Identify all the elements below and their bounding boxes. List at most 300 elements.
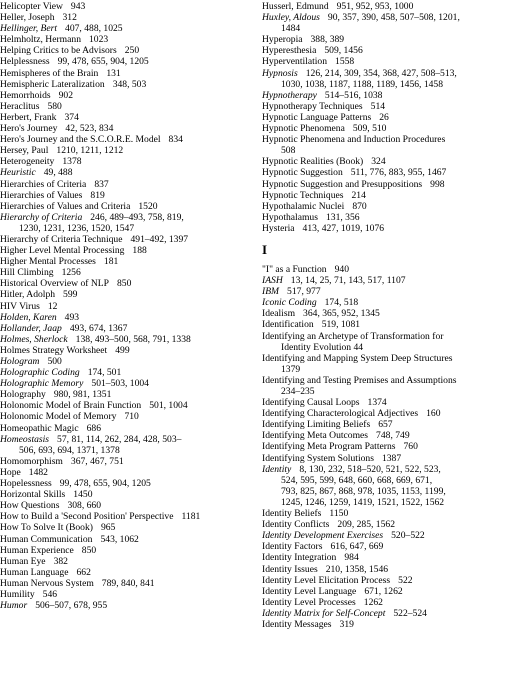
entry-term: Huxley, Aldous (262, 12, 320, 24)
index-entry (0, 245, 250, 256)
entry-pages: 364, 365, 952, 1345 (303, 308, 380, 320)
entry-term: Hellinger, Bert (0, 23, 58, 35)
index-entry (0, 378, 250, 389)
index-entry (262, 586, 506, 597)
entry-pages: 837 (94, 178, 109, 190)
index-entry (262, 34, 506, 45)
entry-pages: 940 (334, 263, 349, 275)
entry-pages: 710 (124, 411, 139, 423)
entry-pages: 413, 427, 1019, 1076 (302, 222, 385, 234)
entry-term: Human Nervous System (0, 577, 94, 589)
index-entry (262, 541, 506, 552)
entry-pages: 174, 501 (87, 367, 122, 379)
index-entry (0, 389, 250, 400)
entry-term: Hypnotic Phenomena and Induction Procedures (262, 134, 446, 146)
index-entry (0, 212, 250, 223)
entry-pages: 131, 356 (325, 211, 360, 223)
index-entry (262, 179, 506, 190)
entry-term: Identity Conflicts (262, 519, 330, 531)
entry-pages: 850 (116, 278, 132, 290)
entry-term: Holography (0, 389, 46, 401)
entry-pages: 1374 (367, 397, 387, 409)
index-entry (0, 600, 250, 611)
entry-pages: 580 (47, 100, 62, 112)
index-entry (0, 423, 250, 434)
entry-pages: 543, 1062 (100, 533, 139, 545)
entry-term: Hierarchies of Values (0, 189, 83, 201)
index-entry (0, 90, 250, 101)
entry-term: Higher Level Mental Processing (0, 245, 125, 257)
entry-pages: 388, 389 (310, 34, 345, 46)
entry-pages: 1520 (138, 200, 158, 212)
entry-term: Iconic Coding (262, 297, 317, 309)
entry-pages: 501, 1004 (149, 400, 188, 412)
entry-term: Identifying Meta Program Patterns (262, 441, 396, 453)
entry-term: Heterogeneity (0, 156, 55, 168)
entry-pages: 1210, 1211, 1212 (56, 145, 124, 157)
index-entry (262, 331, 506, 342)
index-entry (0, 411, 250, 422)
index-entry (0, 478, 250, 489)
entry-term: Identifying and Testing Premises and Assumptions (262, 374, 457, 386)
index-entry (262, 101, 506, 112)
entry-pages: 1256 (61, 267, 81, 279)
entry-pages: 1262 (363, 596, 383, 608)
entry-pages: 90, 357, 390, 458, 507–508, 1201, (327, 12, 460, 24)
entry-pages: 902 (58, 89, 74, 101)
entry-pages: 160 (426, 408, 441, 420)
index-entry (0, 34, 250, 45)
entry-pages: 209, 285, 1562 (337, 519, 395, 531)
index-entry (262, 530, 506, 541)
index-entry (0, 45, 250, 56)
index-entry (0, 79, 250, 90)
index-entry (0, 312, 250, 323)
entry-pages: 250 (124, 45, 140, 57)
entry-term: Helmholtz, Hermann (0, 34, 81, 46)
index-entry (0, 23, 250, 34)
entry-continuation: 1030, 1038, 1187, 1188, 1189, 1456, 1458 (281, 78, 444, 90)
entry-term: Hero's Journey and the S.C.O.R.E. Model (0, 134, 161, 146)
index-entry (262, 319, 506, 330)
entry-term: Historical Overview of NLP (0, 278, 109, 290)
entry-term: Identity Integration (262, 552, 337, 564)
entry-term: Horizontal Skills (0, 489, 66, 501)
entry-pages: 493 (64, 311, 80, 323)
entry-pages: 662 (76, 566, 91, 578)
entry-pages: 246, 489–493, 758, 819, (90, 211, 184, 223)
i-entries (262, 264, 506, 630)
entry-pages: 1482 (28, 466, 48, 478)
entry-pages: 491–492, 1397 (130, 233, 189, 245)
entry-term: Human Language (0, 566, 69, 578)
entry-term: Identity Messages (262, 618, 332, 630)
entry-term: Human Experience (0, 544, 74, 556)
entry-pages: 99, 478, 655, 904, 1205 (57, 56, 149, 68)
entry-term: Identifying an Archetype of Transformation for (262, 330, 444, 342)
entry-pages: 834 (168, 134, 183, 146)
entry-pages: 514–516, 1038 (324, 89, 383, 101)
index-entry (0, 456, 250, 467)
index-entry (0, 400, 250, 411)
entry-term: Hypnotherapy Techniques (262, 100, 363, 112)
index-entry (0, 56, 250, 67)
index-entry (262, 375, 506, 386)
entry-pages: 407, 488, 1025 (65, 23, 123, 35)
index-entry (0, 112, 250, 123)
index-entry (0, 522, 250, 533)
entry-term: Hypnotic Suggestion (262, 167, 343, 179)
index-entry (0, 556, 250, 567)
entry-term: Heuristic (0, 167, 36, 179)
entry-pages: 13, 14, 25, 71, 143, 517, 1107 (290, 275, 406, 287)
index-entry (262, 190, 506, 201)
entry-term: Homomorphism (0, 455, 63, 467)
index-entry (0, 356, 250, 367)
entry-term: Holographic Memory (0, 378, 84, 390)
index-entry (0, 534, 250, 545)
entry-pages: 214 (351, 189, 366, 201)
index-entry (0, 167, 250, 178)
index-entry (0, 278, 250, 289)
entry-term: Identity Matrix for Self-Concept (262, 607, 386, 619)
index-entry (262, 167, 506, 178)
entry-term: Hollander, Jaap (0, 322, 62, 334)
entry-term: Hitler, Adolph (0, 289, 56, 301)
index-entry (262, 619, 506, 630)
entry-pages: 509, 1456 (324, 45, 363, 57)
entry-term: Helplessness (0, 56, 50, 68)
index-entry (262, 597, 506, 608)
entry-term: Hemispheres of the Brain (0, 67, 99, 79)
entry-pages: 499 (115, 344, 130, 356)
entry-term: Human Communication (0, 533, 93, 545)
index-entry (0, 545, 250, 556)
index-entry (262, 297, 506, 308)
entry-pages: 181 (103, 256, 119, 268)
index-entry (0, 1, 250, 12)
index-entry (262, 90, 506, 101)
index-entry (262, 264, 506, 275)
entry-term: Homeostasis (0, 433, 50, 445)
entry-term: Hopelessness (0, 478, 52, 490)
entry-term: Hierarchy of Criteria Technique (0, 233, 123, 245)
index-entry (262, 1, 506, 12)
h-entries-continued (262, 1, 506, 234)
index-entry (262, 156, 506, 167)
entry-pages: 789, 840, 841 (101, 577, 155, 589)
index-entry (262, 430, 506, 441)
index-entry (262, 564, 506, 575)
index-entry (262, 123, 506, 134)
entry-term: "I" as a Function (262, 263, 327, 275)
entry-pages: 980, 981, 1351 (53, 389, 112, 401)
index-entry (0, 234, 250, 245)
entry-pages: 520–522 (391, 530, 425, 542)
entry-term: IASH (262, 275, 283, 287)
index-entry (262, 212, 506, 223)
entry-term: How to Build a 'Second Position' Perspective (0, 511, 174, 523)
entry-pages: 819 (90, 189, 105, 201)
index-entry (262, 608, 506, 619)
index-entry (262, 223, 506, 234)
entry-term: Identity (262, 463, 292, 475)
entry-term: Holmes Strategy Worksheet (0, 344, 108, 356)
index-entry (0, 511, 250, 522)
entry-term: Identifying System Solutions (262, 452, 374, 464)
entry-pages: 760 (403, 441, 418, 453)
entry-pages: 324 (371, 156, 386, 168)
entry-pages: 671, 1262 (364, 585, 403, 597)
entry-term: HIV Virus (0, 300, 40, 312)
entry-pages: 126, 214, 309, 354, 368, 427, 508–513, (305, 67, 457, 79)
index-entry (0, 123, 250, 134)
index-entry (262, 286, 506, 297)
entry-pages: 42, 523, 834 (65, 123, 114, 135)
entry-pages: 99, 478, 655, 904, 1205 (59, 478, 151, 490)
index-entry (0, 68, 250, 79)
entry-pages: 57, 81, 114, 262, 284, 428, 503– (57, 433, 182, 445)
entry-term: Identification (262, 319, 314, 331)
index-entry (262, 508, 506, 519)
entry-pages: 26 (379, 111, 389, 123)
entry-pages: 519, 1081 (321, 319, 361, 331)
index-entry (262, 464, 506, 475)
entry-pages: 951, 952, 953, 1000 (336, 1, 414, 12)
entry-pages: 188 (132, 245, 147, 257)
index-entry (262, 45, 506, 56)
index-entry (0, 101, 250, 112)
index-entry (0, 434, 250, 445)
entry-pages: 8, 130, 232, 518–520, 521, 522, 523, (299, 463, 441, 475)
entry-pages: 943 (70, 1, 86, 12)
entry-term: Hierarchies of Criteria (0, 178, 87, 190)
entry-term: IBM (262, 286, 280, 298)
entry-term: Identity Factors (262, 541, 323, 553)
entry-term: Hyperesthesia (262, 45, 317, 57)
entry-pages: 49, 488 (43, 167, 73, 179)
index-entry (0, 589, 250, 600)
entry-term: Hypothalamus (262, 211, 318, 223)
index-entry (262, 353, 506, 364)
entry-pages: 686 (86, 422, 101, 434)
entry-continuation: 506, 693, 694, 1371, 1378 (19, 444, 120, 456)
index-entry (262, 408, 506, 419)
entry-term: Holographic Coding (0, 367, 80, 379)
entry-pages: 308, 660 (67, 500, 102, 512)
entry-term: Identity Level Processes (262, 596, 356, 608)
entry-term: Holonomic Model of Memory (0, 411, 117, 423)
index-entry (0, 500, 250, 511)
entry-term: Hope (0, 466, 21, 478)
entry-pages: 319 (339, 618, 354, 630)
entry-term: Identity Development Exercises (262, 530, 384, 542)
entry-pages: 374 (64, 111, 79, 123)
entry-term: Helicopter View (0, 1, 63, 12)
entry-term: Hersey, Paul (0, 145, 49, 157)
entry-term: Identifying Meta Outcomes (262, 430, 369, 442)
entry-continuation: 524, 595, 599, 648, 660, 668, 669, 671, (281, 474, 433, 486)
entry-term: Human Eye (0, 555, 46, 567)
entry-term: Herbert, Frank (0, 111, 57, 123)
entry-term: Hologram (0, 356, 40, 367)
entry-term: Idealism (262, 308, 296, 320)
index-entry (0, 334, 250, 345)
entry-term: Hypothalamic Nuclei (262, 200, 345, 212)
entry-pages: 522–524 (393, 607, 427, 619)
entry-pages: 1450 (73, 489, 93, 501)
index-entry (0, 12, 250, 23)
entry-term: Identifying Causal Loops (262, 397, 360, 409)
entry-continuation: 508 (281, 145, 296, 157)
index-entry (0, 256, 250, 267)
entry-term: Hysteria (262, 222, 295, 234)
entry-term: Identifying and Mapping System Deep Structures (262, 352, 453, 364)
entry-pages: 965 (100, 522, 116, 534)
entry-pages: 599 (63, 289, 78, 301)
entry-term: How To Solve It (Book) (0, 522, 93, 534)
entry-term: Heller, Joseph (0, 12, 55, 24)
entry-pages: 870 (352, 200, 367, 212)
right-column (262, 1, 506, 630)
entry-pages: 509, 510 (352, 123, 387, 135)
entry-pages: 382 (53, 555, 68, 567)
entry-term: Hypnotic Techniques (262, 189, 344, 201)
index-entry (262, 112, 506, 123)
entry-pages: 522 (398, 574, 413, 586)
entry-term: Hypnotherapy (262, 89, 317, 101)
entry-continuation: 1230, 1231, 1236, 1520, 1547 (19, 222, 135, 234)
index-entry (0, 301, 250, 312)
entry-term: Hemorrhoids (0, 89, 51, 101)
index-entry (262, 201, 506, 212)
entry-term: Hierarchy of Criteria (0, 211, 83, 223)
entry-term: Hero's Journey (0, 123, 58, 135)
index-entry (0, 156, 250, 167)
entry-term: Hypnotic Language Patterns (262, 111, 372, 123)
entry-pages: 501–503, 1004 (91, 378, 149, 390)
entry-term: Homeopathic Magic (0, 422, 79, 434)
index-entry (0, 201, 250, 212)
index-entry (0, 323, 250, 334)
entry-term: Hemispheric Lateralization (0, 78, 105, 90)
entry-term: Heraclitus (0, 100, 40, 112)
index-entry (262, 56, 506, 67)
entry-continuation: 793, 825, 867, 868, 978, 1035, 1153, 1199, (281, 485, 446, 497)
entry-pages: 1558 (335, 56, 355, 68)
entry-term: Identity Beliefs (262, 508, 322, 520)
entry-term: Higher Mental Processes (0, 256, 96, 268)
index-entry (0, 567, 250, 578)
index-entry (0, 134, 250, 145)
entry-pages: 131 (106, 67, 121, 79)
index-entry (262, 519, 506, 530)
index-entry (0, 179, 250, 190)
left-column (0, 1, 250, 611)
index-entry (262, 552, 506, 563)
index-entry (262, 275, 506, 286)
entry-continuation: 1484 (281, 23, 301, 35)
entry-term: Humor (0, 600, 28, 612)
index-entry (0, 467, 250, 478)
entry-pages: 517, 977 (287, 286, 321, 298)
entry-continuation: 1245, 1246, 1259, 1419, 1521, 1522, 1562 (281, 496, 445, 508)
entry-term: Hypnotic Realities (Book) (262, 156, 364, 168)
entry-term: Hierarchies of Values and Criteria (0, 200, 131, 212)
entry-pages: 616, 647, 669 (330, 541, 384, 553)
index-entry (262, 441, 506, 452)
entry-pages: 546 (42, 588, 58, 600)
entry-pages: 998 (430, 178, 445, 190)
index-entry (0, 267, 250, 278)
entry-continuation: 234–235 (281, 386, 315, 397)
index-entry (262, 134, 506, 145)
entry-pages: 174, 518 (324, 297, 359, 309)
entry-pages: 210, 1358, 1546 (325, 563, 389, 575)
entry-pages: 850 (81, 544, 97, 556)
entry-term: Identity Level Elicitation Process (262, 574, 391, 586)
index-entry (262, 419, 506, 430)
index-entry (0, 367, 250, 378)
entry-term: Identifying Limiting Beliefs (262, 419, 371, 431)
index-entry (0, 345, 250, 356)
entry-term: Hypnotic Suggestion and Presuppositions (262, 178, 423, 190)
entry-term: Identity Level Language (262, 585, 357, 597)
index-entry (0, 489, 250, 500)
entry-term: Identifying Characterological Adjectives (262, 408, 419, 420)
entry-pages: 1150 (329, 508, 349, 520)
entry-continuation: Identity Evolution 44 (281, 341, 364, 353)
entry-term: Holden, Karen (0, 311, 57, 323)
entry-term: Hypnotic Phenomena (262, 123, 345, 135)
index-entry (262, 453, 506, 464)
entry-pages: 514 (370, 100, 386, 112)
index-entry (0, 578, 250, 589)
section-letter: I (262, 241, 268, 257)
entry-pages: 12 (47, 300, 58, 312)
entry-term: Hill Climbing (0, 267, 54, 279)
entry-term: Helping Critics to be Advisors (0, 45, 117, 57)
entry-pages: 657 (378, 419, 393, 431)
entry-pages: 312 (62, 12, 77, 24)
entry-term: Hyperventilation (262, 56, 328, 68)
entry-pages: 1023 (89, 34, 109, 46)
entry-term: Husserl, Edmund (262, 1, 329, 12)
entry-term: Humility (0, 588, 35, 600)
index-entry (262, 308, 506, 319)
index-entry (0, 289, 250, 300)
entry-pages: 1378 (62, 156, 82, 168)
index-entry (0, 145, 250, 156)
entry-pages: 367, 467, 751 (70, 455, 124, 467)
entry-term: How Questions (0, 500, 60, 512)
entry-pages: 1181 (181, 511, 201, 523)
entry-pages: 138, 493–500, 568, 791, 1338 (75, 333, 191, 345)
index-entry (0, 190, 250, 201)
entry-term: Hypnosis (262, 67, 298, 79)
entry-pages: 984 (344, 552, 359, 564)
index-entry (262, 397, 506, 408)
entry-term: Holmes, Sherlock (0, 333, 68, 345)
entry-pages: 511, 776, 883, 955, 1467 (350, 167, 447, 179)
entry-pages: 748, 749 (376, 430, 410, 442)
index-entry (262, 575, 506, 586)
entry-term: Hyperopia (262, 34, 303, 46)
entry-term: Holonomic Model of Brain Function (0, 400, 142, 412)
index-entry (262, 68, 506, 79)
entry-pages: 500 (47, 356, 62, 367)
entry-pages: 348, 503 (112, 78, 147, 90)
